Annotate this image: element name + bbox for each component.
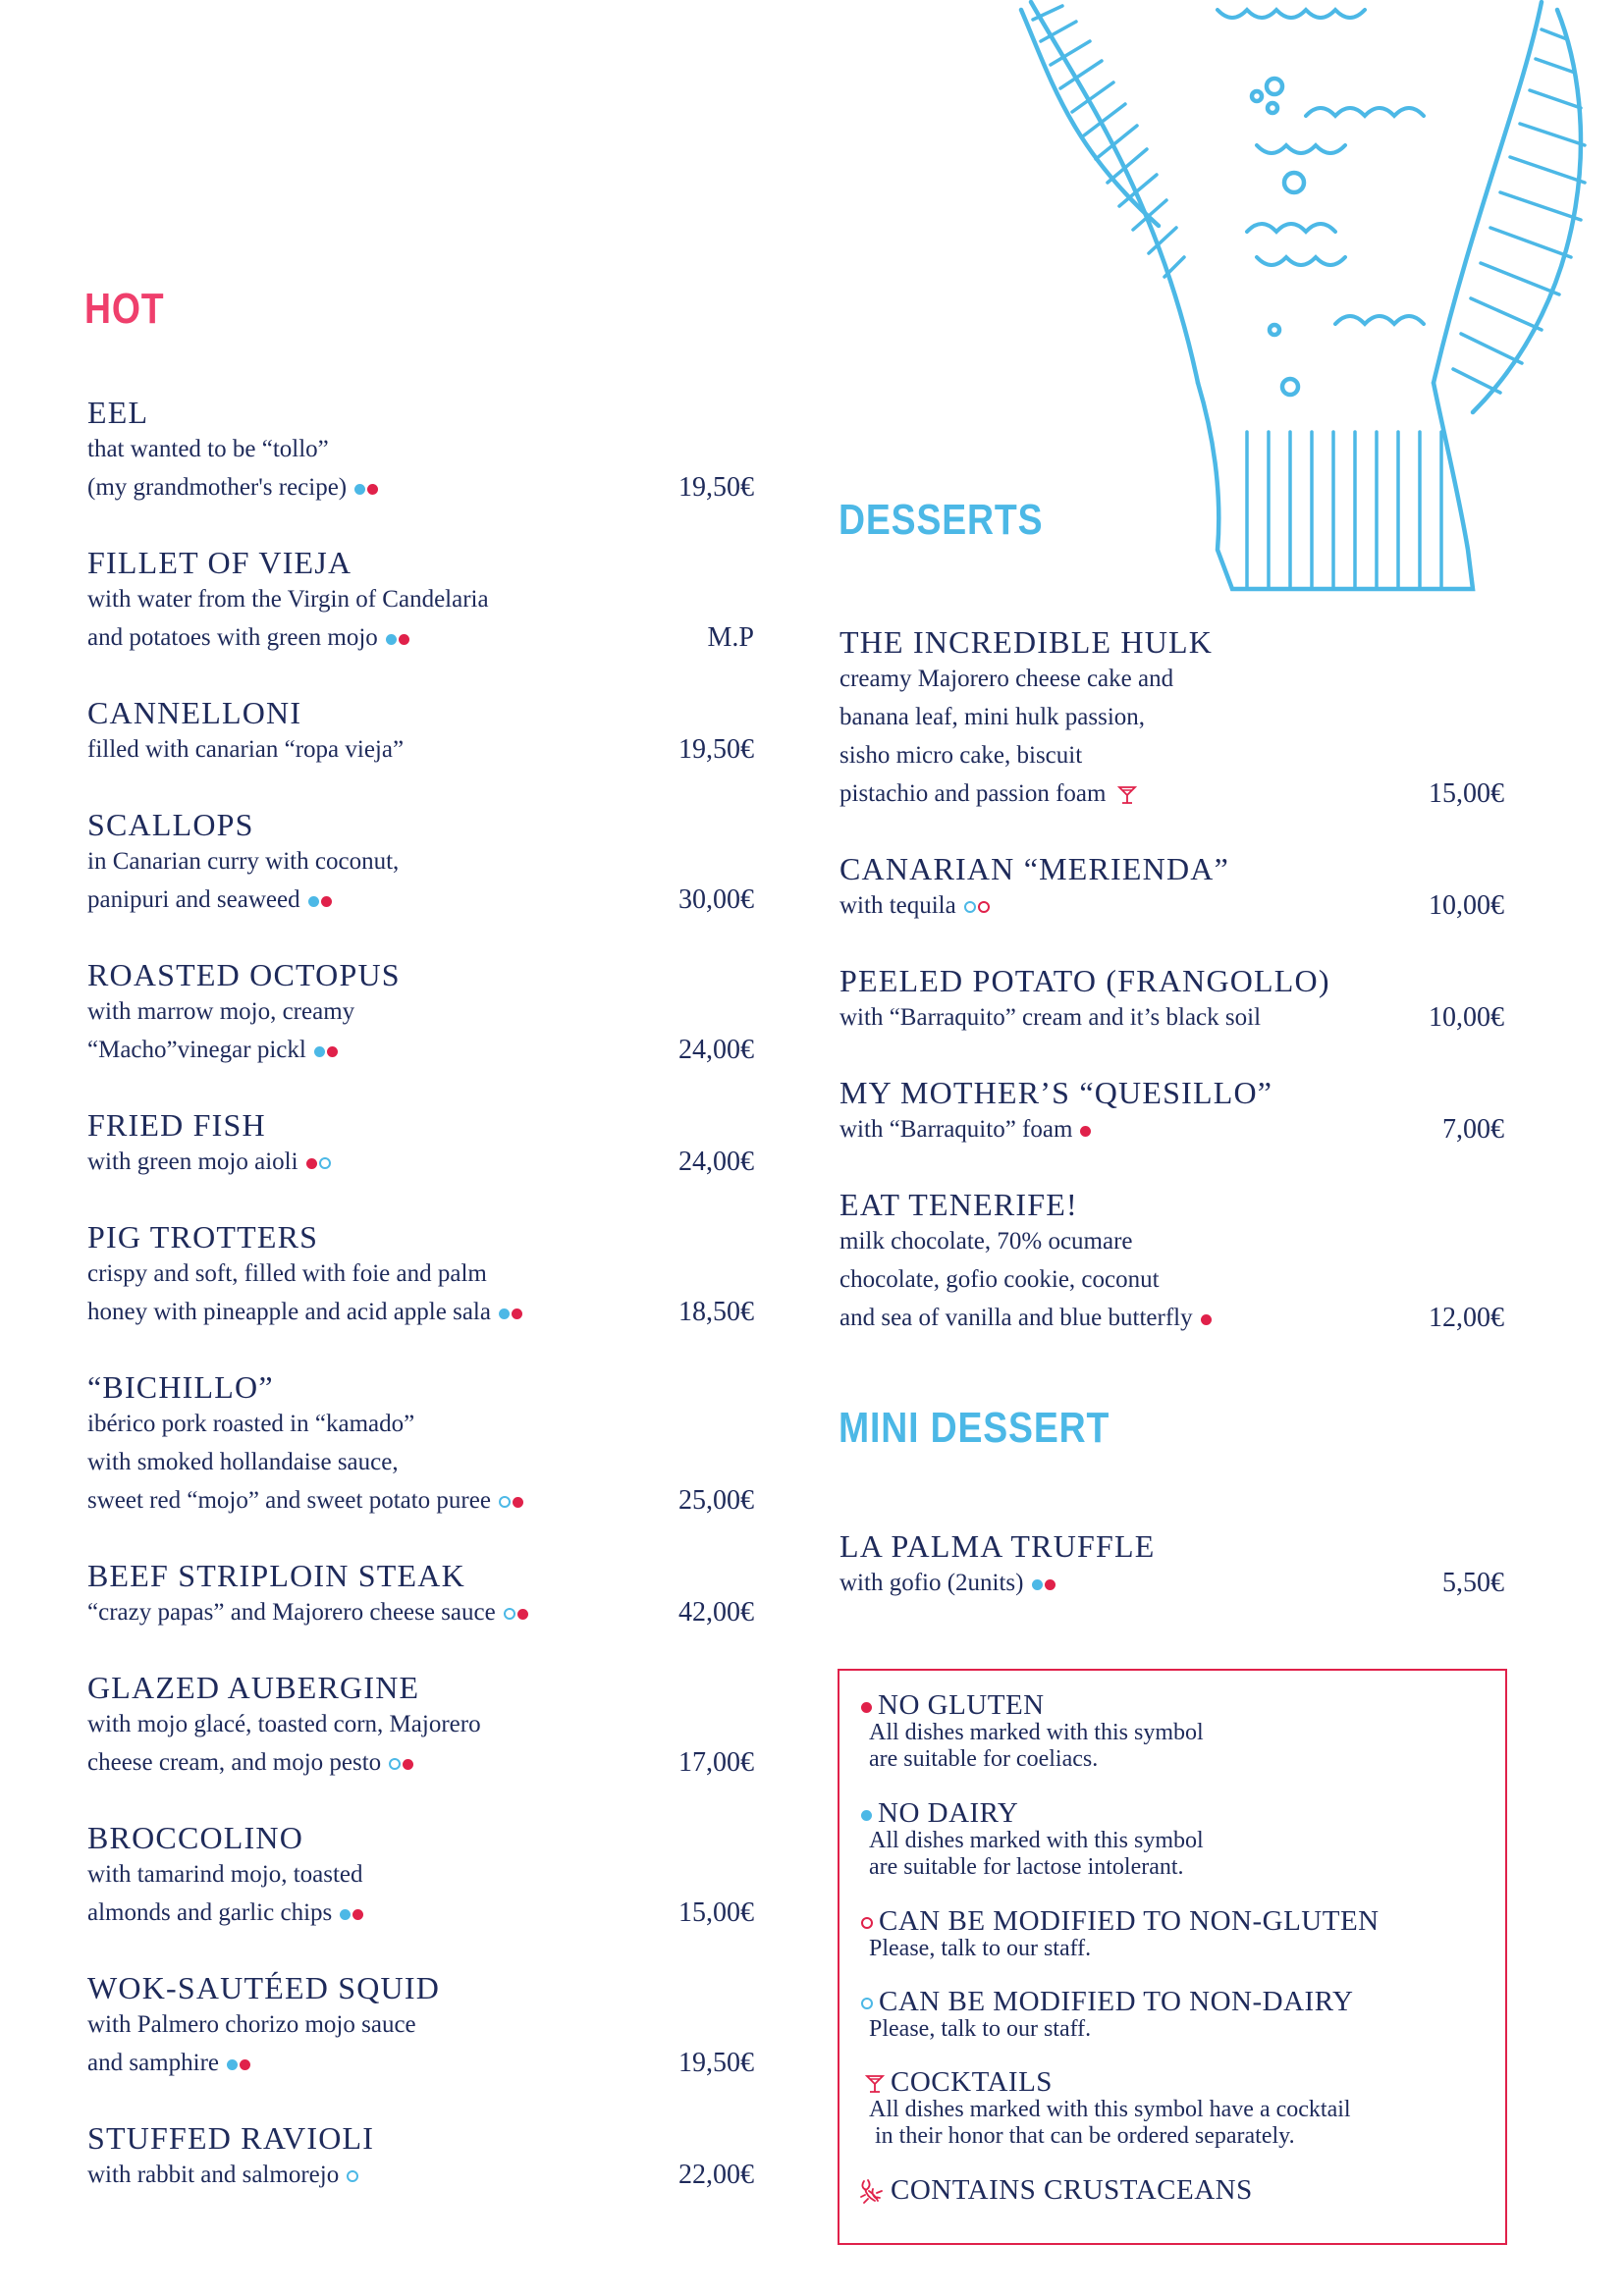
menu-item-description: and sea of vanilla and blue butterfly: [839, 1299, 1409, 1337]
menu-item-description: chocolate, gofio cookie, coconut: [839, 1266, 1160, 1293]
legend-title: CAN BE MODIFIED TO NON-GLUTEN: [879, 1905, 1380, 1937]
menu-item: [87, 1670, 696, 1782]
menu-item-description: with tequila: [839, 886, 1409, 925]
dot-red-icon: [1045, 1579, 1056, 1590]
menu-item-name: CANNELLONI: [87, 695, 302, 730]
menu-item-name: PIG TROTTERS: [87, 1219, 319, 1255]
dot-blue-icon: [340, 1909, 351, 1920]
dot-blue-icon: [386, 634, 397, 645]
menu-item: [87, 807, 696, 919]
legend-title: CONTAINS CRUSTACEANS: [891, 2174, 1253, 2206]
menu-item-description: with mojo glacé, toasted corn, Majorero: [87, 1711, 481, 1737]
fish-tail-illustration: [1011, 0, 1620, 628]
legend-description: All dishes marked with this symbol have a cocktail: [869, 2097, 1351, 2122]
menu-item-description: with rabbit and salmorejo: [87, 2156, 696, 2194]
menu-item-description: almonds and garlic chips: [87, 1894, 696, 1932]
menu-item: [87, 2120, 696, 2194]
menu-item-description: with water from the Virgin of Candelaria: [87, 586, 489, 613]
dot-red-icon: [1080, 1126, 1091, 1137]
dietary-marks: [338, 1894, 363, 1932]
ring-blue-icon: [389, 1758, 401, 1770]
menu-item-price: 19,50€: [678, 472, 754, 503]
menu-item-price: 30,00€: [678, 884, 754, 915]
menu-item-description: (my grandmother's recipe): [87, 468, 696, 507]
dietary-marks: [312, 1031, 338, 1069]
menu-item-name: PEELED POTATO (FRANGOLLO): [839, 963, 1330, 998]
legend-title: NO DAIRY: [878, 1797, 1019, 1829]
menu-item-description: cheese cream, and mojo pesto: [87, 1743, 696, 1782]
menu-item-name: EEL: [87, 395, 149, 430]
dietary-marks: [352, 468, 378, 507]
ring-blue-icon: [504, 1608, 515, 1620]
menu-item-description: sweet red “mojo” and sweet potato puree: [87, 1481, 696, 1520]
menu-item-description: “crazy papas” and Majorero cheese sauce: [87, 1593, 696, 1631]
dietary-marks: [225, 2044, 250, 2082]
menu-item-name: FILLET OF VIEJA: [87, 545, 352, 580]
dot-blue-icon: [1032, 1579, 1043, 1590]
cocktail-icon: [865, 2073, 885, 2095]
dot-red-icon: [861, 1702, 872, 1713]
dot-blue-icon: [354, 484, 365, 495]
legend-entry: [859, 1798, 1204, 1881]
menu-item-price: 5,50€: [1442, 1568, 1504, 1598]
menu-item-price: 19,50€: [678, 734, 754, 765]
ring-red-icon: [861, 1917, 873, 1929]
menu-item-name: “BICHILLO”: [87, 1369, 274, 1405]
menu-item-price: 15,00€: [678, 1897, 754, 1928]
menu-item: [839, 851, 1409, 925]
menu-item: [87, 1970, 696, 2082]
dot-red-icon: [367, 484, 378, 495]
menu-item: [87, 1820, 696, 1932]
dot-red-icon: [352, 1909, 363, 1920]
menu-item: [87, 1558, 696, 1631]
menu-item-description: with Palmero chorizo mojo sauce: [87, 2011, 416, 2038]
dot-blue-icon: [308, 896, 319, 907]
legend-description: are suitable for coeliacs.: [869, 1746, 1099, 1772]
ring-blue-icon: [861, 1998, 873, 2009]
ring-blue-icon: [347, 2170, 358, 2182]
menu-item-price: 18,50€: [678, 1297, 754, 1327]
dot-red-icon: [240, 2059, 250, 2070]
legend-title: NO GLUTEN: [878, 1689, 1045, 1721]
menu-item-description: ibérico pork roasted in “kamado”: [87, 1411, 415, 1437]
menu-item-description: with tamarind mojo, toasted: [87, 1861, 363, 1888]
menu-item-description: filled with canarian “ropa vieja”: [87, 736, 405, 763]
menu-item: [839, 1187, 1409, 1337]
dot-red-icon: [513, 1497, 523, 1508]
menu-item-price: 19,50€: [678, 2048, 754, 2078]
menu-item-name: FRIED FISH: [87, 1107, 266, 1143]
menu-item: [839, 624, 1409, 813]
dietary-marks: [387, 1743, 413, 1782]
menu-item-description: in Canarian curry with coconut,: [87, 848, 400, 875]
legend-description: Please, talk to our staff.: [869, 1936, 1092, 1961]
menu-item-description: crispy and soft, filled with foie and palm: [87, 1260, 487, 1287]
menu-item-description: with marrow mojo, creamy: [87, 998, 355, 1025]
allergen-legend: [838, 1669, 1507, 2245]
legend-description: Please, talk to our staff.: [869, 2016, 1092, 2042]
dot-blue-icon: [314, 1046, 325, 1057]
menu-item-price: 25,00€: [678, 1485, 754, 1516]
dietary-marks: [1078, 1110, 1091, 1148]
dietary-marks: [1111, 774, 1137, 813]
menu-item-name: THE INCREDIBLE HULK: [839, 624, 1214, 660]
menu-item-name: GLAZED AUBERGINE: [87, 1670, 420, 1705]
cocktail-icon: [1117, 784, 1137, 806]
menu-item: [87, 1107, 696, 1181]
legend-title: COCKTAILS: [891, 2066, 1053, 2098]
legend-description: in their honor that can be ordered separately.: [869, 2123, 1295, 2149]
menu-item-description: with “Barraquito” cream and it’s black soil: [839, 1004, 1262, 1031]
menu-item-description: milk chocolate, 70% ocumare: [839, 1228, 1133, 1255]
menu-item-description: sisho micro cake, biscuit: [839, 742, 1083, 769]
dietary-marks: [962, 886, 990, 925]
dietary-marks: [384, 618, 409, 657]
menu-item-price: 15,00€: [1429, 778, 1504, 809]
dietary-marks: [1030, 1564, 1056, 1602]
dietary-marks: [497, 1481, 523, 1520]
menu-item-name: CANARIAN “MERIENDA”: [839, 851, 1229, 886]
menu-item-name: BROCCOLINO: [87, 1820, 304, 1855]
menu-item-description: creamy Majorero cheese cake and: [839, 666, 1174, 692]
menu-item-name: STUFFED RAVIOLI: [87, 2120, 375, 2156]
menu-item-price: 10,00€: [1429, 1002, 1504, 1033]
menu-item: [87, 1369, 696, 1520]
legend-entry: [859, 2175, 1253, 2207]
dot-blue-icon: [861, 1810, 872, 1821]
menu-item-name: MY MOTHER’S “QUESILLO”: [839, 1075, 1273, 1110]
dot-red-icon: [327, 1046, 338, 1057]
dietary-marks: [1199, 1299, 1212, 1337]
menu-item-name: WOK-SAUTÉED SQUID: [87, 1970, 441, 2005]
legend-title: CAN BE MODIFIED TO NON-DAIRY: [879, 1986, 1354, 2017]
dietary-marks: [502, 1593, 528, 1631]
legend-entry: [859, 1690, 1204, 1773]
menu-item-name: ROASTED OCTOPUS: [87, 957, 401, 992]
crustacean-icon: [859, 2177, 885, 2207]
menu-item-description: banana leaf, mini hulk passion,: [839, 704, 1146, 730]
menu-item-description: with smoked hollandaise sauce,: [87, 1449, 399, 1475]
dot-blue-icon: [499, 1308, 510, 1319]
legend-description: All dishes marked with this symbol: [869, 1828, 1204, 1853]
legend-entry: [859, 1906, 1380, 1962]
menu-item-description: and samphire: [87, 2044, 696, 2082]
section-title-mini-dessert: MINI DESSERT: [839, 1404, 1110, 1452]
menu-item-description: with “Barraquito” foam: [839, 1110, 1409, 1148]
dot-red-icon: [403, 1759, 413, 1770]
ring-red-icon: [978, 901, 990, 913]
menu-item-price: 24,00€: [678, 1035, 754, 1065]
menu-item-price: 42,00€: [678, 1597, 754, 1628]
menu-item-description: and potatoes with green mojo: [87, 618, 696, 657]
menu-item-name: LA PALMA TRUFFLE: [839, 1528, 1156, 1564]
menu-item-price: 12,00€: [1429, 1303, 1504, 1333]
dot-red-icon: [517, 1609, 528, 1620]
dot-red-icon: [306, 1158, 317, 1169]
dot-red-icon: [1201, 1314, 1212, 1325]
menu-item: [839, 963, 1409, 1037]
dietary-marks: [497, 1293, 522, 1331]
menu-item-price: 10,00€: [1429, 890, 1504, 921]
menu-item-description: panipuri and seaweed: [87, 881, 696, 919]
menu-item: [87, 957, 696, 1069]
menu-item: [87, 395, 696, 507]
legend-description: are suitable for lactose intolerant.: [869, 1854, 1184, 1880]
menu-item-price: 17,00€: [678, 1747, 754, 1778]
dot-blue-icon: [227, 2059, 238, 2070]
menu-item-price: 22,00€: [678, 2160, 754, 2190]
menu-item: [87, 1219, 696, 1331]
menu-item-name: SCALLOPS: [87, 807, 254, 842]
menu-item-price: 7,00€: [1442, 1114, 1504, 1145]
menu-item: [839, 1528, 1409, 1602]
menu-item: [87, 545, 696, 657]
menu-item-description: with green mojo aioli: [87, 1143, 696, 1181]
legend-entry: [859, 1987, 1353, 2043]
menu-item-description: with gofio (2units): [839, 1564, 1409, 1602]
dot-red-icon: [399, 634, 409, 645]
ring-blue-icon: [964, 901, 976, 913]
dietary-marks: [306, 881, 332, 919]
section-title-hot: HOT: [84, 285, 165, 333]
menu-item-description: honey with pineapple and acid apple sala: [87, 1293, 696, 1331]
menu-item-price: M.P: [707, 622, 754, 653]
dot-red-icon: [321, 896, 332, 907]
menu-item-description: “Macho”vinegar pickl: [87, 1031, 696, 1069]
ring-blue-icon: [499, 1496, 511, 1508]
menu-item-description: pistachio and passion foam: [839, 774, 1409, 813]
menu-item-name: EAT TENERIFE!: [839, 1187, 1078, 1222]
ring-blue-icon: [319, 1157, 331, 1169]
dietary-marks: [304, 1143, 331, 1181]
menu-item: [87, 695, 696, 769]
legend-description: All dishes marked with this symbol: [869, 1720, 1204, 1745]
dietary-marks: [345, 2156, 358, 2194]
section-title-desserts: DESSERTS: [839, 496, 1044, 544]
menu-item: [839, 1075, 1409, 1148]
dot-red-icon: [512, 1308, 522, 1319]
menu-item-price: 24,00€: [678, 1147, 754, 1177]
menu-item-name: BEEF STRIPLOIN STEAK: [87, 1558, 465, 1593]
legend-entry: [859, 2067, 1351, 2150]
menu-item-description: that wanted to be “tollo”: [87, 436, 329, 462]
